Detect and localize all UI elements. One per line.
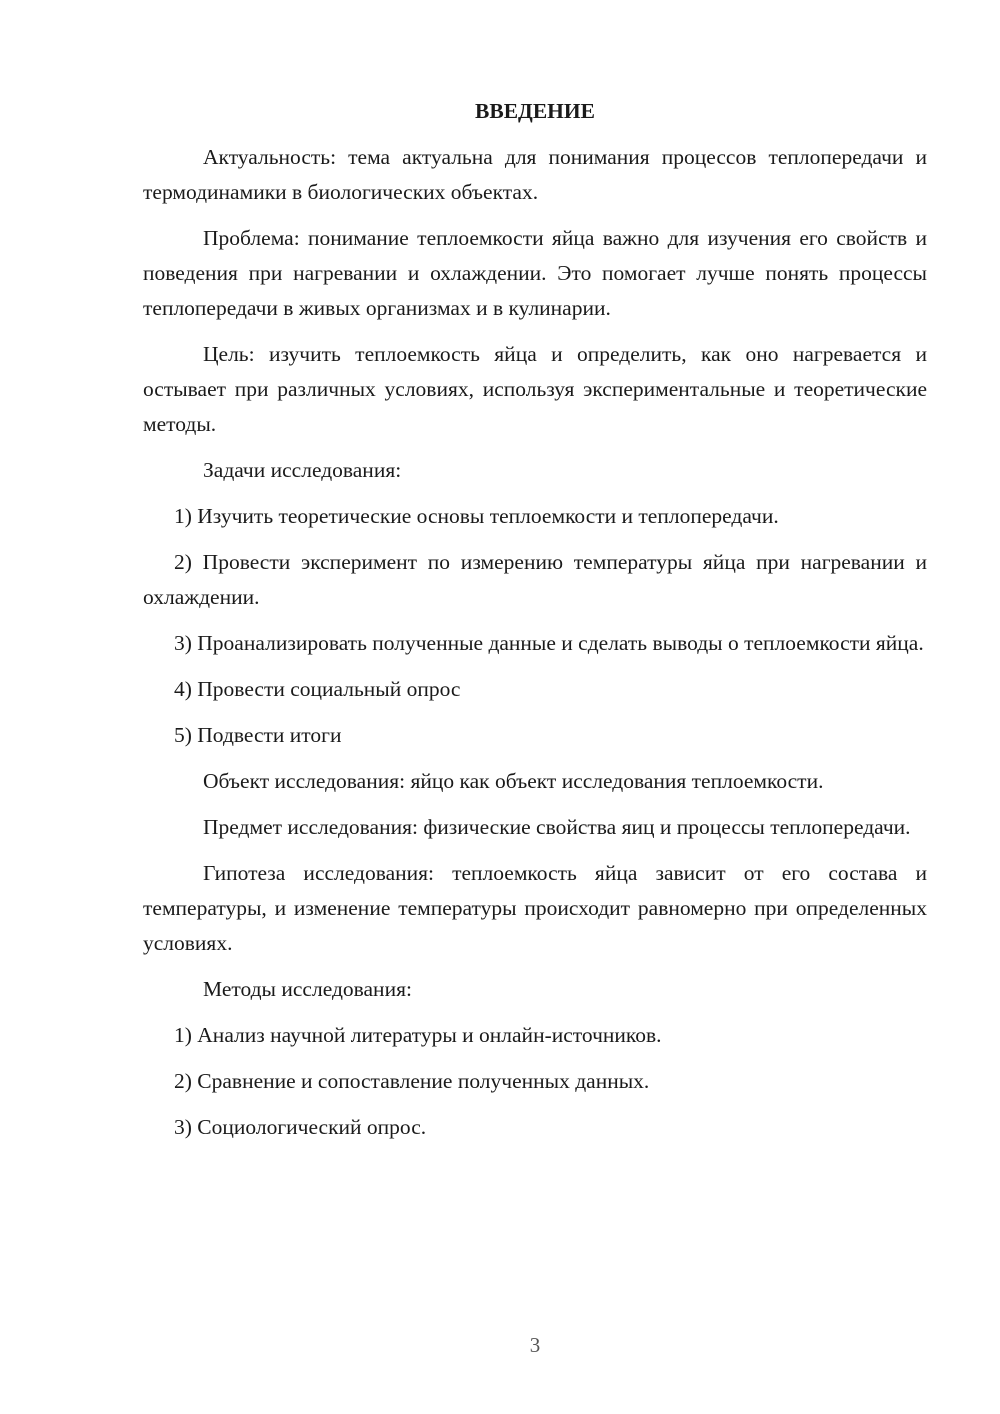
section-title: ВВЕДЕНИЕ bbox=[475, 99, 595, 123]
object-paragraph: Объект исследования: яйцо как объект исследования теплоемкости. bbox=[203, 769, 824, 793]
task-item: 4) Провести социальный опрос bbox=[174, 677, 461, 701]
document-page bbox=[143, 96, 927, 1156]
task-item: 2) Провести эксперимент по измерению температуры яйца при нагревании и охлаждении. bbox=[143, 550, 927, 609]
goal-paragraph: Цель: изучить теплоемкость яйца и определить, как оно нагревается и остывает при различных условиях, используя экспериментальные и теоретические методы. bbox=[143, 342, 927, 436]
task-item: 3) Проанализировать полученные данные и сделать выводы о теплоемкости яйца. bbox=[174, 631, 924, 655]
task-item: 1) Изучить теоретические основы теплоемкости и теплопередачи. bbox=[174, 504, 779, 528]
method-item: 2) Сравнение и сопоставление полученных данных. bbox=[174, 1069, 650, 1093]
subject-paragraph: Предмет исследования: физические свойства яиц и процессы теплопередачи. bbox=[203, 815, 911, 839]
method-item: 3) Социологический опрос. bbox=[174, 1115, 427, 1139]
problem-paragraph: Проблема: понимание теплоемкости яйца важно для изучения его свойств и поведения при нагревании и охлаждении. Это помогает лучше понять процессы теплопередачи в живых организмах и в кулинарии. bbox=[143, 226, 927, 320]
hypothesis-paragraph: Гипотеза исследования: теплоемкость яйца зависит от его состава и температуры, и изменение температуры происходит равномерно при определенных условиях. bbox=[143, 861, 927, 955]
relevance-paragraph: Актуальность: тема актуальна для понимания процессов теплопередачи и термодинамики в биологических объектах. bbox=[143, 145, 927, 204]
method-item: 1) Анализ научной литературы и онлайн-источников. bbox=[174, 1023, 662, 1047]
task-item: 5) Подвести итоги bbox=[174, 723, 342, 747]
page-number: 3 bbox=[529, 1333, 541, 1357]
tasks-heading: Задачи исследования: bbox=[203, 458, 402, 482]
methods-heading: Методы исследования: bbox=[203, 977, 412, 1001]
